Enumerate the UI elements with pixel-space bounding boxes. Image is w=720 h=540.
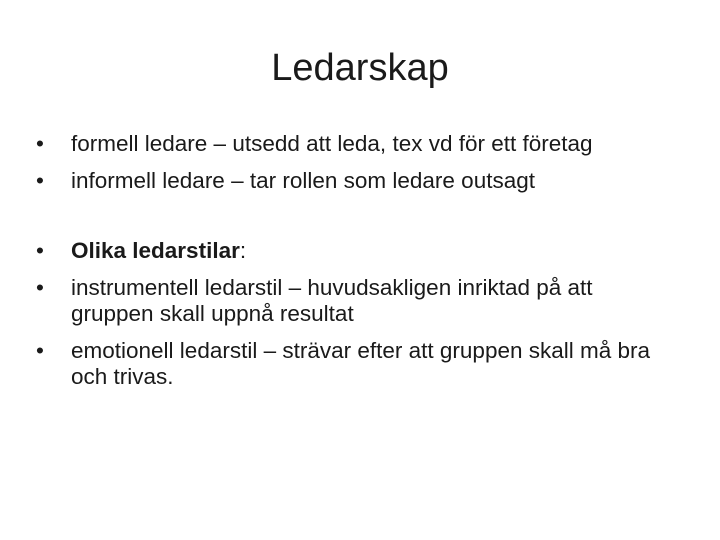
bullet-text: informell ledare – tar rollen som ledare outsagt	[71, 168, 535, 193]
bullet-text: formell ledare – utsedd att leda, tex vd för ett företag	[71, 131, 593, 156]
bullet-emotionell-ledarstil	[36, 338, 676, 390]
bullet-formell-ledare	[36, 131, 676, 157]
bullet-informell-ledare	[36, 168, 676, 194]
slide-body	[36, 131, 676, 401]
bullet-dot: •	[36, 238, 44, 263]
bullet-dot: •	[36, 338, 44, 363]
slide-title: Ledarskap	[271, 47, 449, 89]
bullet-text: instrumentell ledarstil – huvudsakligen inriktad på att gruppen skall uppnå resultat	[71, 275, 593, 326]
bullet-text: emotionell ledarstil – strävar efter att gruppen skall må bra och trivas.	[71, 338, 651, 389]
bullet-list	[36, 131, 676, 390]
bullet-olika-ledarstilar	[36, 238, 676, 264]
bullet-dot: •	[36, 168, 44, 193]
bullet-text: :	[239, 238, 247, 263]
bullet-dot: •	[36, 131, 44, 156]
bullet-bold-text: Olika ledarstilar	[71, 238, 240, 263]
bullet-dot: •	[36, 275, 44, 300]
bullet-instrumentell-ledarstil	[36, 275, 676, 327]
